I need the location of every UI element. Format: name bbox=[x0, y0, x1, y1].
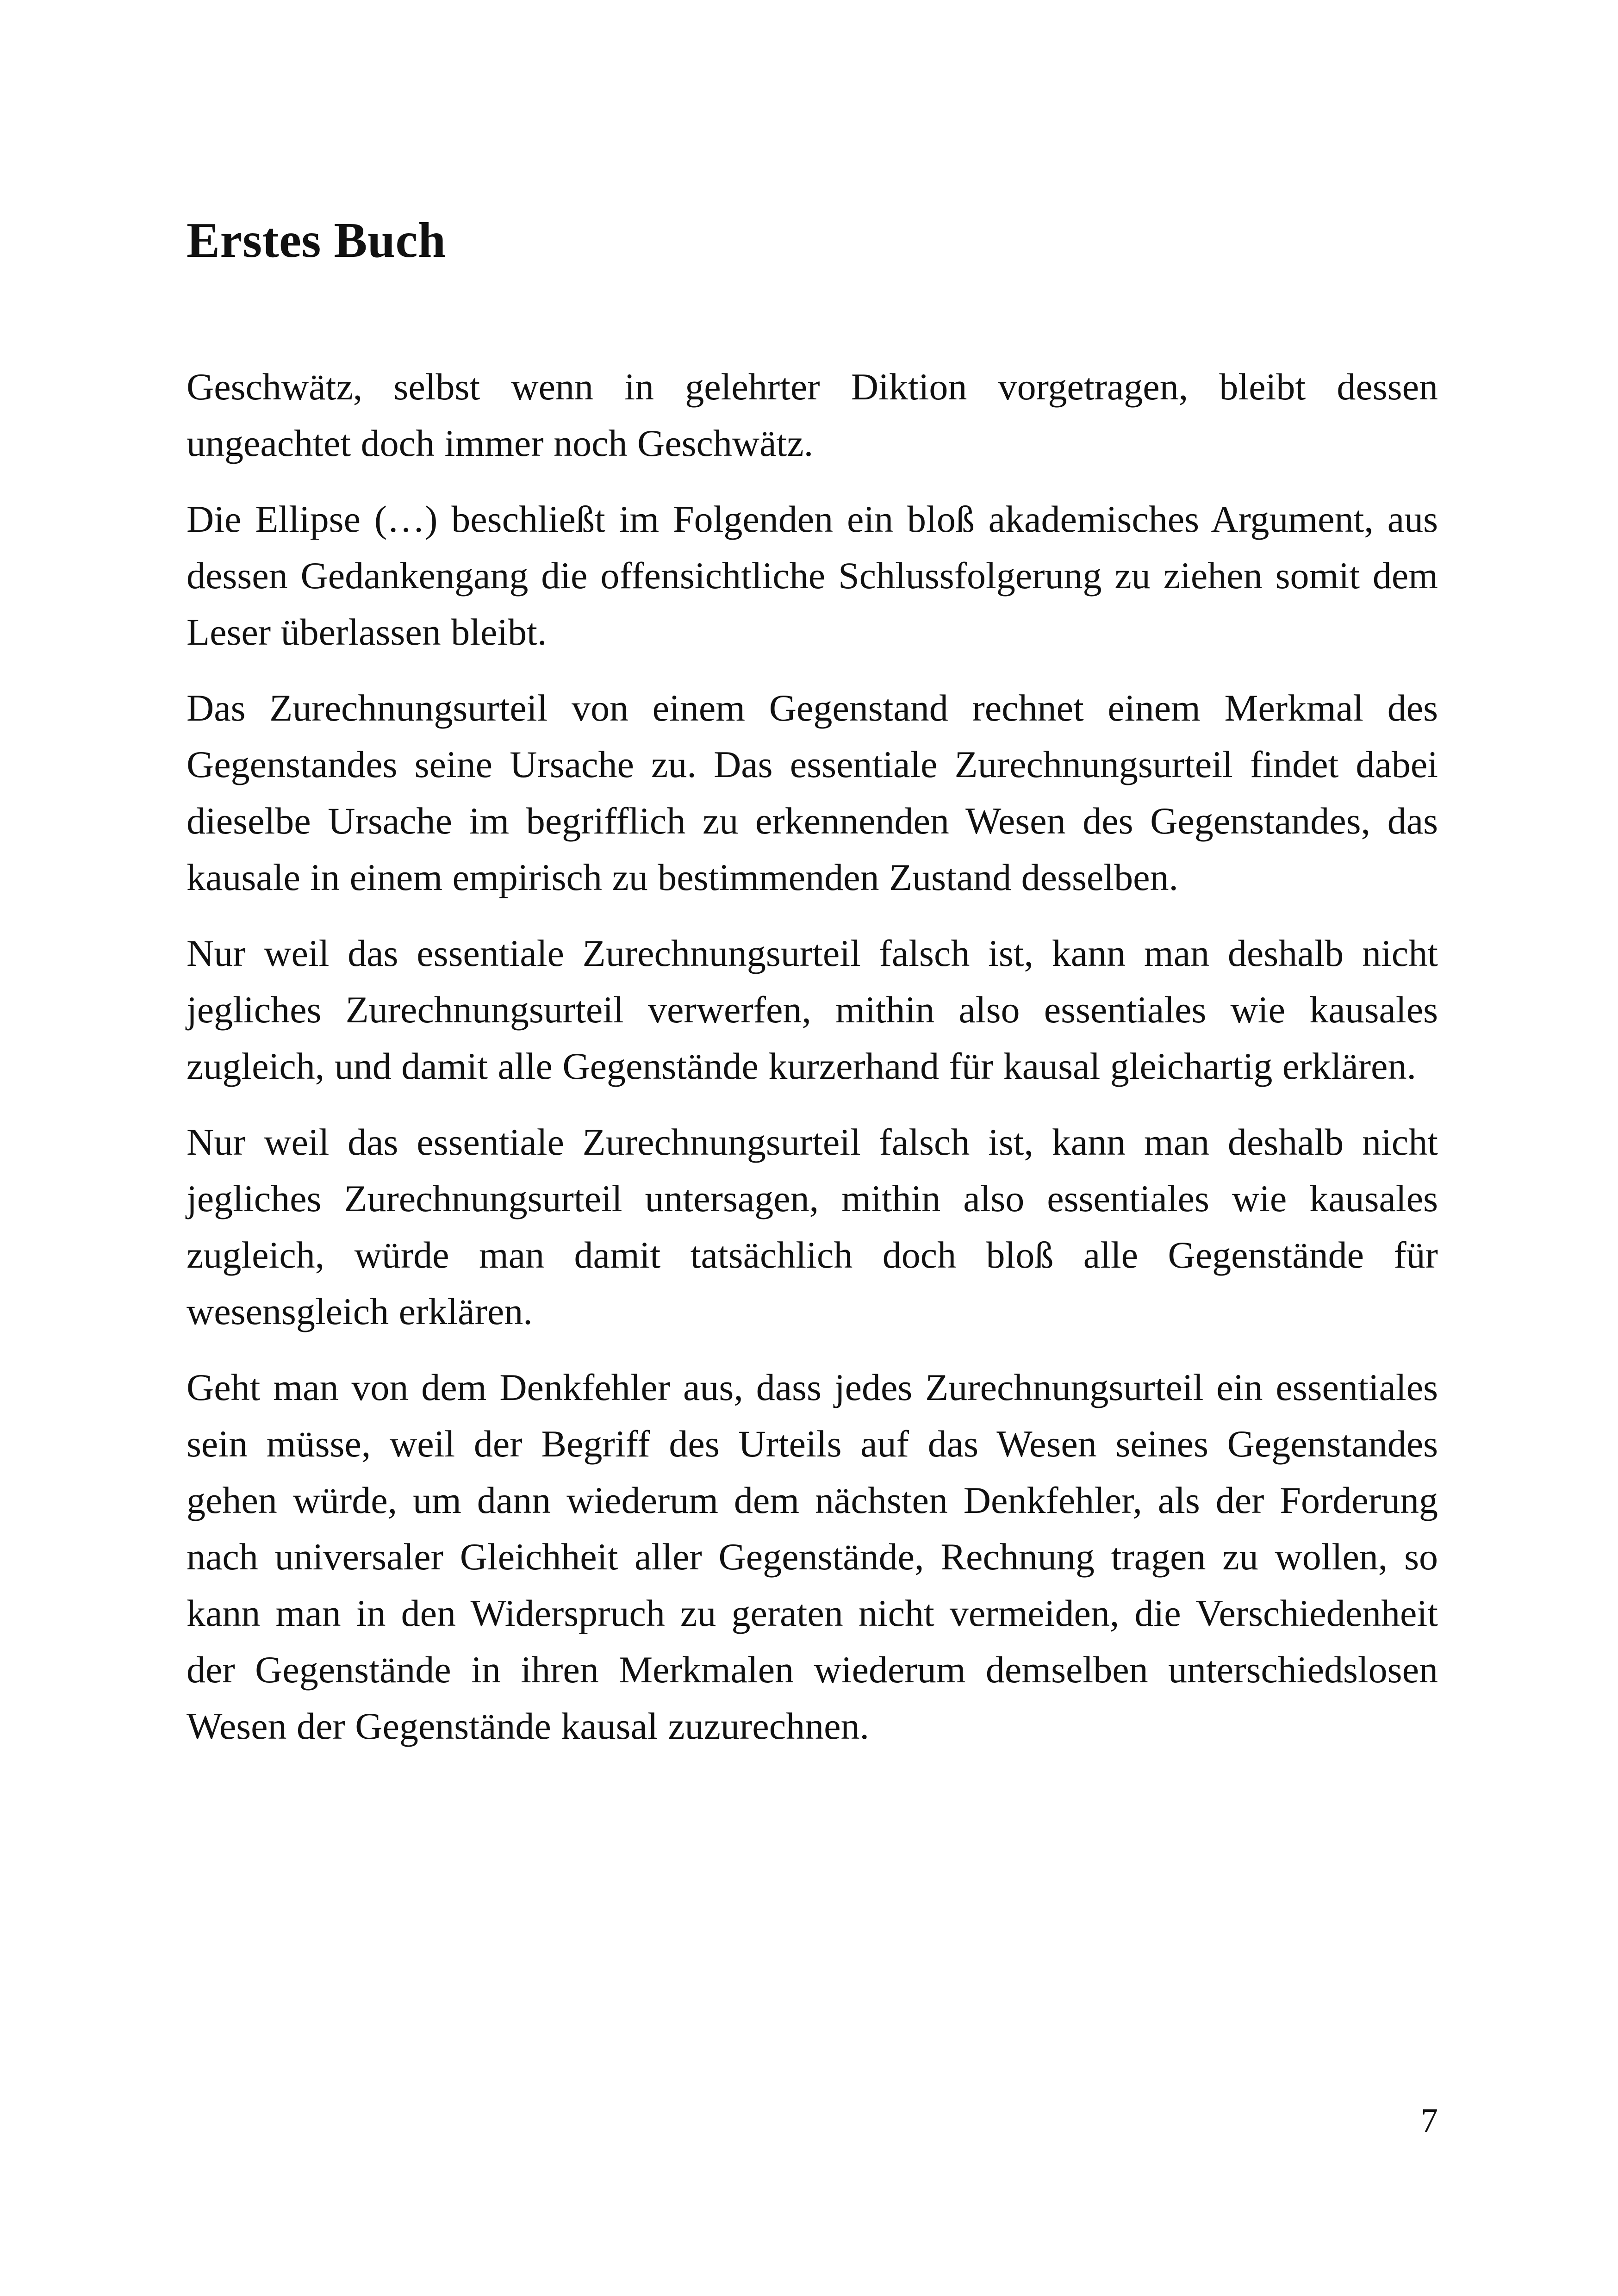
paragraph: Geht man von dem Denkfehler aus, dass jedes Zurechnungsurteil ein essentiales sein müsse, weil der Begriff des Urteils auf das Wesen seines Gegenstandes gehen würde, um dann wiederum dem nächsten Denkfehler, als der Forderung nach universaler Gleichheit aller Gegenstände, Rechnung tragen zu wollen, so kann man in den Widerspruch zu geraten nicht vermeiden, die Verschiedenheit der Gegenstände in ihren Merkmalen wiederum demselben unterschiedslosen Wesen der Gegenstände kausal zuzurechnen. bbox=[187, 1366, 1438, 1747]
chapter-heading: Erstes Buch bbox=[187, 213, 446, 268]
paragraph: Die Ellipse (…) beschließt im Folgenden ein bloß akademisches Argument, aus dessen Gedankengang die offensichtliche Schlussfolgerung zu ziehen somit dem Leser überlassen bleibt. bbox=[187, 498, 1438, 653]
paragraph: Nur weil das essentiale Zurechnungsurteil falsch ist, kann man deshalb nicht jegliches Zurechnungsurteil verwerfen, mithin also essentiales wie kausales zugleich, und damit alle Gegenstände kurzerhand für kausal gleichartig erklären. bbox=[187, 932, 1438, 1087]
paragraph: Nur weil das essentiale Zurechnungsurteil falsch ist, kann man deshalb nicht jegliches Zurechnungsurteil untersagen, mithin also essentiales wie kausales zugleich, würde man damit tatsächlich doch bloß alle Gegenstände für wesensgleich erklären. bbox=[187, 1120, 1438, 1332]
paragraph: Das Zurechnungsurteil von einem Gegenstand rechnet einem Merkmal des Gegenstandes seine Ursache zu. Das essentiale Zurechnungsurteil findet dabei dieselbe Ursache im begrifflich zu erkennenden Wesen des Gegenstandes, das kausale in einem empirisch zu bestimmenden Zustand desselben. bbox=[187, 686, 1438, 898]
text-column bbox=[187, 211, 1438, 1774]
paragraph: Geschwätz, selbst wenn in gelehrter Diktion vorgetragen, bleibt dessen ungeachtet doch immer noch Geschwätz. bbox=[187, 365, 1438, 464]
body-text bbox=[187, 359, 1438, 1755]
page-number: 7 bbox=[1421, 2102, 1438, 2140]
